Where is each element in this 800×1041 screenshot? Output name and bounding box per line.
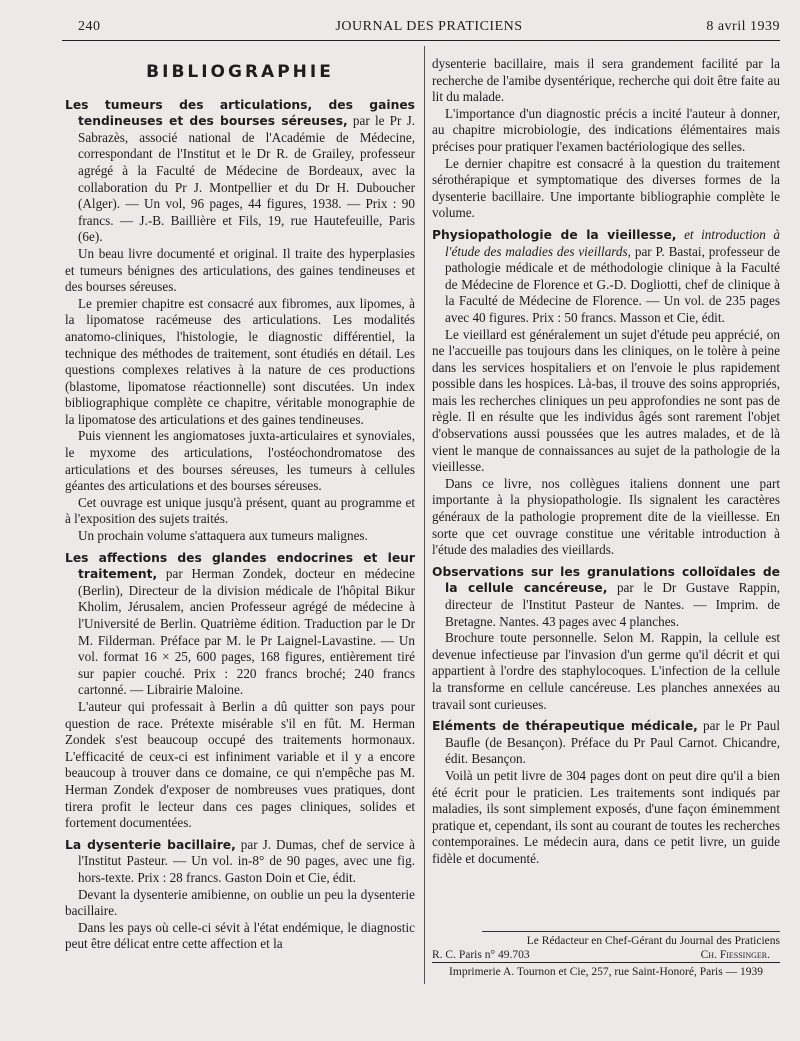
bibliography-entry xyxy=(65,97,415,246)
printer-rule xyxy=(432,962,780,963)
body-paragraph: Puis viennent les angiomatoses juxta-articulaires et synoviales, le myxome des articulations, l'ostéochondromatose des articulations et des bourses séreuses, les tumeurs à cellules géantes des articulations et des bourses séreuses. xyxy=(65,428,415,494)
body-paragraph: Le vieillard est généralement un sujet d'étude peu apprécié, on ne l'accueille pas toujours dans les cliniques, on le tolère à peine dans les services hospitaliers et on l'envoie le plus rapidement possible dans les hospices. Là-bas, il trouve des soins appropriés, mais les recherches cliniques un peu approfondies ne sont pas de règle. Il en résulte que les individus âgés sont rarement l'objet d'observations aussi poussées que les autres malades, et de là vient le manque de connaissances au sujet de la pathologie de la vieillesse. xyxy=(432,326,780,475)
entry-title: La dysenterie bacillaire, xyxy=(65,837,236,852)
page-number: 240 xyxy=(78,19,101,34)
header-rule xyxy=(62,40,780,41)
right-column xyxy=(432,56,780,868)
bibliography-entry xyxy=(65,837,415,887)
body-paragraph: L'importance d'un diagnostic précis a incité l'auteur à donner, au chapitre microbiologie, des indications élémentaires mais précises pour pratiquer l'examen bactériologique des selles. xyxy=(432,105,780,154)
left-column xyxy=(65,56,415,953)
entry-details: par Herman Zondek, docteur en médecine (Berlin), Directeur de la division médicale de l'hôpital Bikur Kholim, Jérusalem, ancien Professeur agrégé de médecine à l'Université de Berlin. Quatrième édition. Traduction par le Dr M. Filderman. Préface par M. le Pr Laignel-Lavastine. — Un vol. format 16 × 25, 600 pages, 168 figures, entièrement tiré sur papier couché. Prix : 220 francs broché; 240 francs cartonné. — Librairie Maloine. xyxy=(78,566,416,698)
running-header xyxy=(78,16,780,38)
entry-title: Les tumeurs des articulations, des gaines tendineuses et des bourses séreuses, xyxy=(65,97,415,129)
body-paragraph: Brochure toute personnelle. Selon M. Rappin, la cellule est devenue infectieuse par l'invasion d'un germe qu'il décrit et qui appartient à l'ordre des staphylocoques. L'infection de la cellule la transforme en cellule cancéreuse. Les planches annexées au travail sont curieuses. xyxy=(432,630,780,712)
body-paragraph: L'auteur qui professait à Berlin a dû quitter son pays pour question de race. Prétexte misérable s'il en fût. M. Herman Zondek s'est beaucoup occupé des traitements hormonaux. L'efficacité de ceux-ci est infiniment variable et il y a encore beaucoup à trouver dans ce domaine, ce qui n'empêche pas M. Herman Zondek d'exposer de nombreuses vues pratiques, dont tirera profit le lecteur dans ces pages cliniques, solides et fortement documentées. xyxy=(65,698,415,831)
bibliography-entry xyxy=(432,227,780,327)
entry-title: Eléments de thérapeutique médicale, xyxy=(432,719,698,734)
signature: Ch. Fiessinger. xyxy=(700,949,770,961)
bibliography-entry xyxy=(65,550,415,699)
bibliography-entry xyxy=(432,718,780,768)
entry-details: par J. Dumas, chef de service à l'Institut Pasteur. — Un vol. in-8° de 90 pages, avec une fig. hors-texte. Prix : 28 francs. Gaston Doin et Cie, édit. xyxy=(78,836,415,885)
entry-subtitle: et introduction à l'étude des maladies des vieillards, xyxy=(445,226,781,259)
body-paragraph: Le premier chapitre est consacré aux fibromes, aux lipomes, à la lipomatose racémeuse des articulations. Les modalités anatomo-cliniques, l'histologie, le diagnostic différentiel, la technique des méthodes de traitement, sont étudiés en détail. Les questions complexes relatives à la nature de ces productions (blastome, lipomatose réactionnelle) sont discutées. Un index bibliographique complète ce chapitre, véritable monographie de la lipomatose des articulations et des gaines tendineuses. xyxy=(65,295,415,427)
footer-rule xyxy=(482,931,780,932)
body-paragraph: Le dernier chapitre est consacré à la question du traitement sérothérapique et symptomatique des diverses formes de la dysenterie bacillaire. Une importante bibliographie complète le volume. xyxy=(432,155,780,221)
body-paragraph: Dans ce livre, nos collègues italiens donnent une part importante à la physiopathologie. Ils signalent les caractères généraux de la pathologie proprement dite de la vieillesse. En sorte que cet ouvrage constitue une véritable introduction à l'étude des maladies des vieillards. xyxy=(432,475,780,558)
entry-details: par le Pr J. Sabrazès, associé national de l'Académie de Médecine, correspondant de l'Institut et le Dr R. de Grailey, professeur agrégé à la Faculté de Médecine de Bordeaux, avec la collaboration du Pr J. Montpellier et du Dr H. Duboucher (Alger). — Un vol, 96 pages, 44 figures, 1938. — Prix : 90 francs. — J.-B. Baillière et Fils, 19, rue Hautefeuille, Paris (6e). xyxy=(78,113,416,245)
body-paragraph: dysenterie bacillaire, mais il sera grandement facilité par la recherche de l'amibe dysentérique, recherche qui doit être faite au lit du malade. xyxy=(432,56,780,105)
body-paragraph: Un beau livre documenté et original. Il traite des hyperplasies et tumeurs bénignes des articulations, des gaines tendineuses et des bourses séreuses. xyxy=(65,245,415,295)
entry-title: Les affections des glandes endocrines et leur traitement, xyxy=(65,550,415,582)
column-separator xyxy=(424,46,425,984)
body-paragraph: Un prochain volume s'attaquera aux tumeurs malignes. xyxy=(78,528,368,544)
editor-line: Le Rédacteur en Chef-Gérant du Journal des Praticiens xyxy=(526,935,780,947)
issue-date: 8 avril 1939 xyxy=(706,19,780,34)
body-paragraph: Cet ouvrage est unique jusqu'à présent, quant au programme et à l'exposition des sujets traités. xyxy=(65,494,415,527)
entry-details: par le Pr Paul Baufle (de Besançon). Préface du Pr Paul Carnot. Chicandre, édit. Besançon. xyxy=(445,718,780,767)
entry-details: par le Dr Gustave Rappin, directeur de l'Institut Pasteur de Nantes. — Imprim. de Bretagne. Nantes. 43 pages avec 4 planches. xyxy=(445,580,780,629)
footer xyxy=(432,934,780,962)
rc-number: R. C. Paris n° 49.703 xyxy=(432,949,530,961)
section-title: BIBLIOGRAPHIE xyxy=(146,62,334,82)
entry-title: Physiopathologie de la vieillesse, xyxy=(432,227,677,242)
body-paragraph: Dans les pays où celle-ci sévit à l'état endémique, le diagnostic peut être délicat entre cette affection et la xyxy=(65,919,415,952)
printer-line: Imprimerie A. Tournon et Cie, 257, rue Saint-Honoré, Paris — 1939 xyxy=(449,966,763,978)
body-paragraph: Devant la dysenterie amibienne, on oublie un peu la dysenterie bacillaire. xyxy=(65,886,415,919)
bibliography-entry xyxy=(432,564,780,630)
body-paragraph: Voilà un petit livre de 304 pages dont on peut dire qu'il a bien été écrit pour le praticien. Les traitements sont indiqués par maladies, ils sont simplement exposés, d'une façon éminemment pratique et, cependant, ils sont au courant de toutes les recherches contemporaines. Le médecin aura, dans ce petit livre, un guide fidèle et documenté. xyxy=(432,767,780,866)
journal-title: JOURNAL DES PRATICIENS xyxy=(335,19,523,34)
entry-title: Observations sur les granulations colloïdales de la cellule cancéreuse, xyxy=(432,564,780,596)
entry-details: par P. Bastai, professeur de pathologie médicale et de méthodologie clinique à la Faculté de Médecine de Florence et G.-D. Dogliotti, chef de clinique à la Faculté de Médecine de Florence. — Un vol. de 235 pages avec 40 figures. Prix : 50 francs. Masson et Cie, édit. xyxy=(445,243,780,325)
